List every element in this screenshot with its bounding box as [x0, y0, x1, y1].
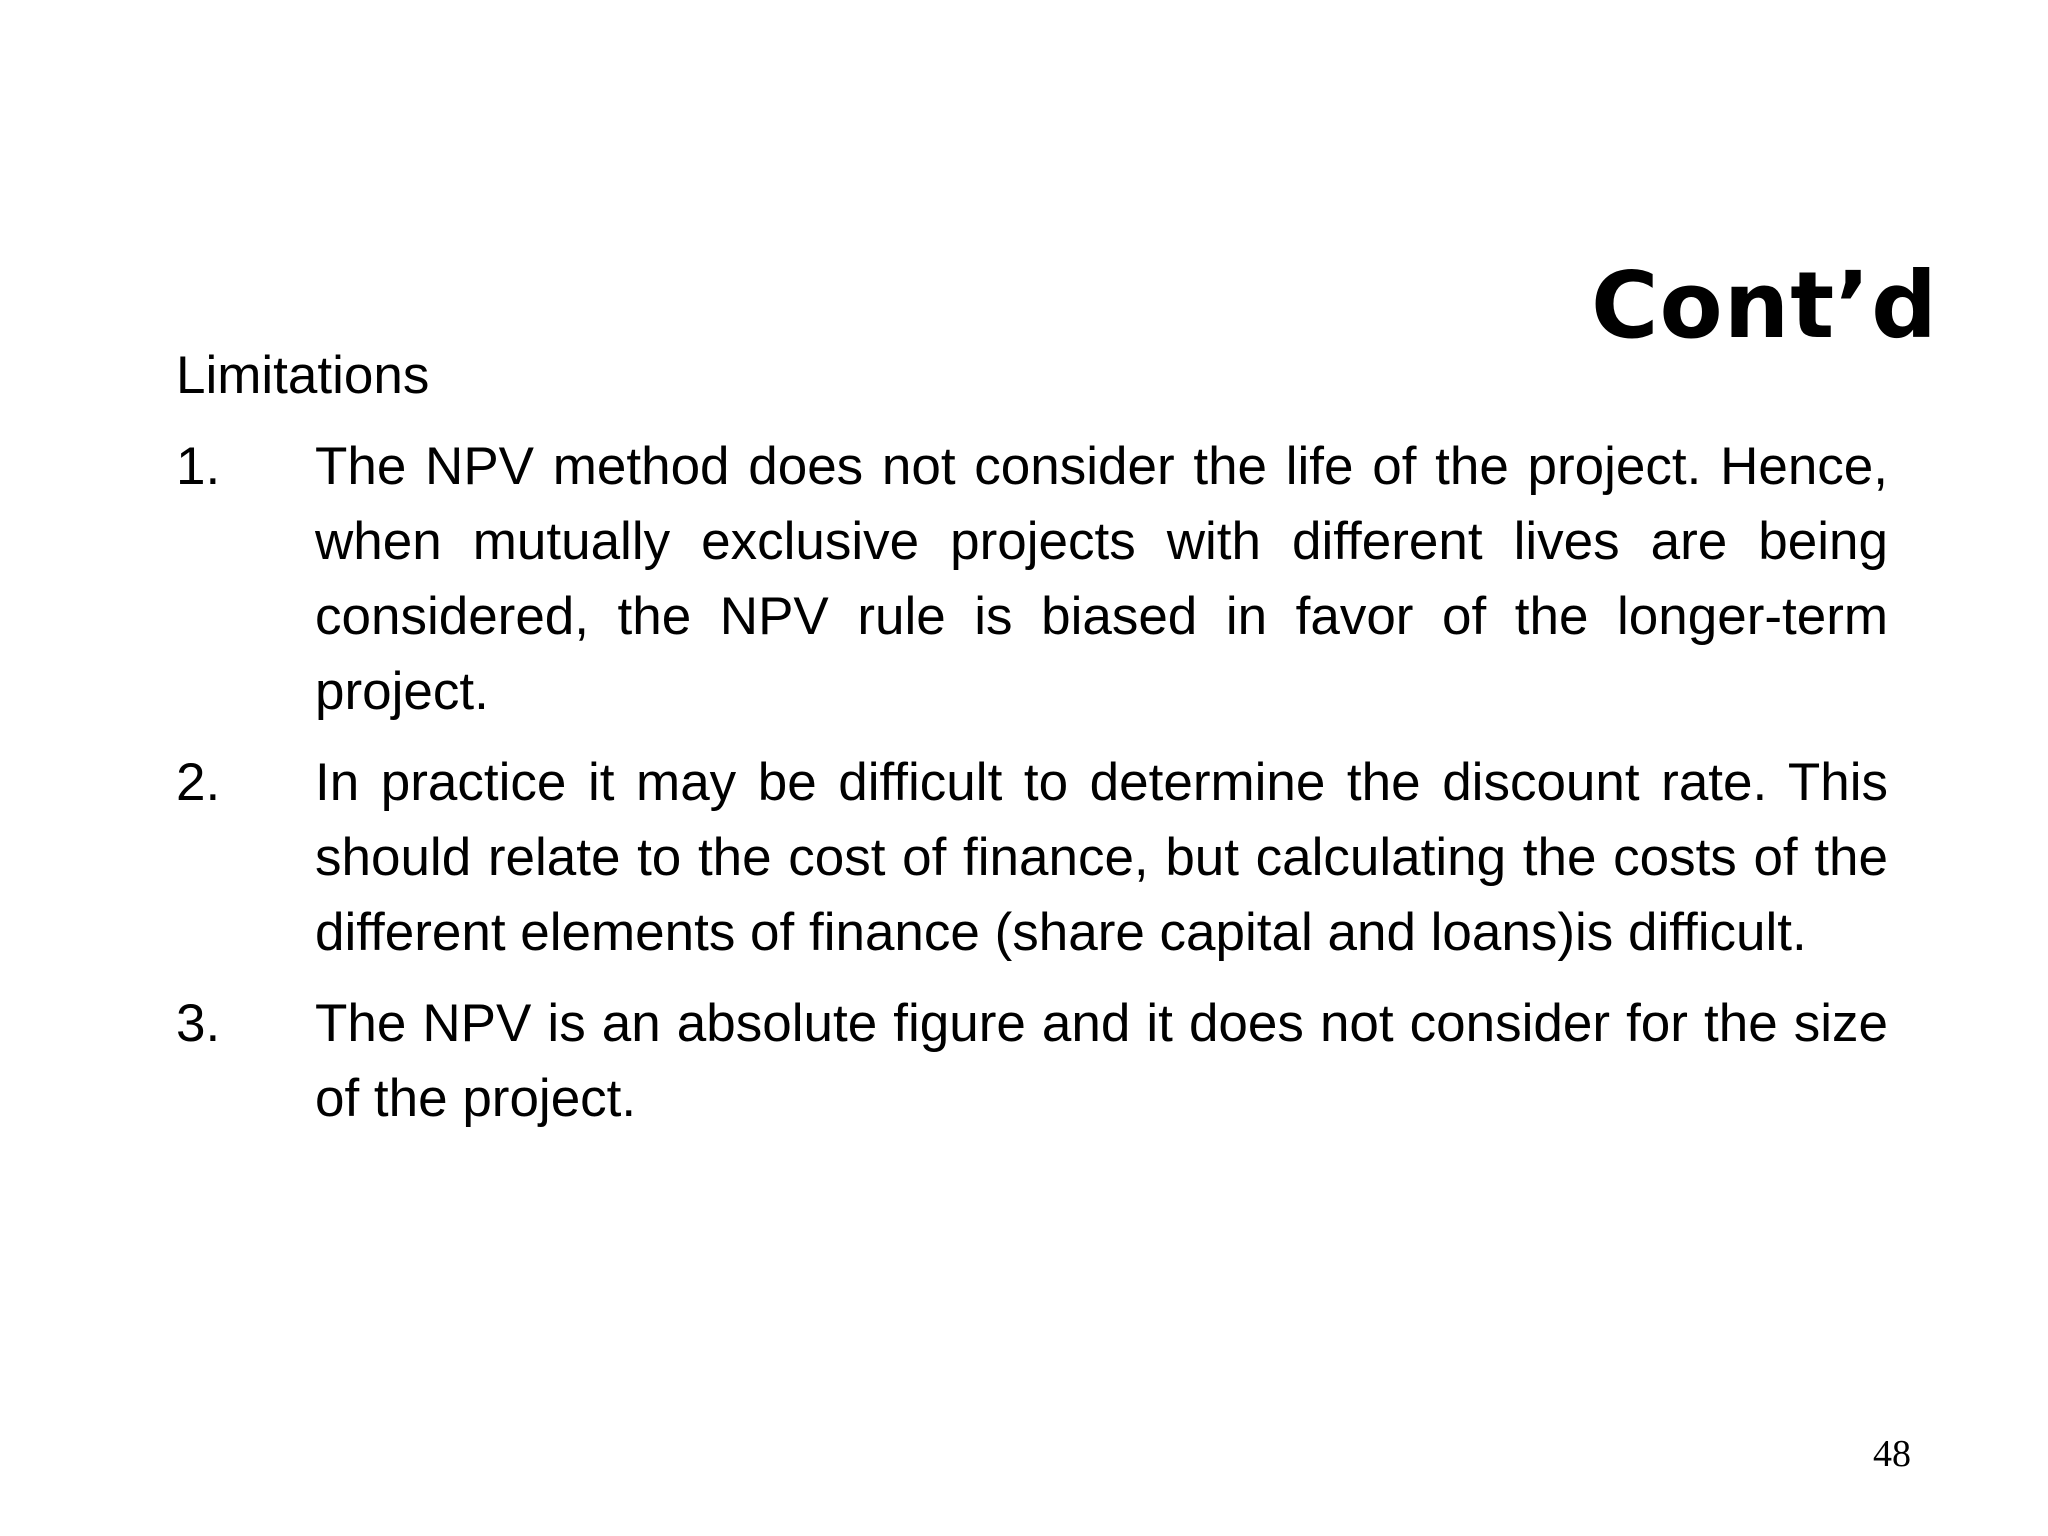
slide-title: Cont’d: [1590, 251, 1938, 359]
list-item: [176, 745, 1888, 970]
list-item-number: 3.: [176, 994, 221, 1053]
section-heading: Limitations: [176, 346, 430, 405]
list-item-number: 2.: [176, 753, 221, 812]
limitations-section: [176, 338, 1888, 1152]
list-item: [176, 986, 1888, 1136]
list-item-number: 1.: [176, 437, 221, 496]
list-item: [176, 429, 1888, 729]
list-item-text: The NPV is an absolute figure and it does not consider for the size of the project.: [315, 994, 1888, 1128]
list-item-text: The NPV method does not consider the life of the project. Hence, when mutually exclusive projects with different lives are being considered, the NPV rule is biased in favor of the longer-term project.: [315, 437, 1888, 721]
list-item-text: In practice it may be difficult to determine the discount rate. This should relate to the cost of finance, but calculating the costs of the different elements of finance (share capital and loans)is difficult.: [315, 753, 1888, 962]
page-number: 48: [1873, 1433, 1911, 1475]
